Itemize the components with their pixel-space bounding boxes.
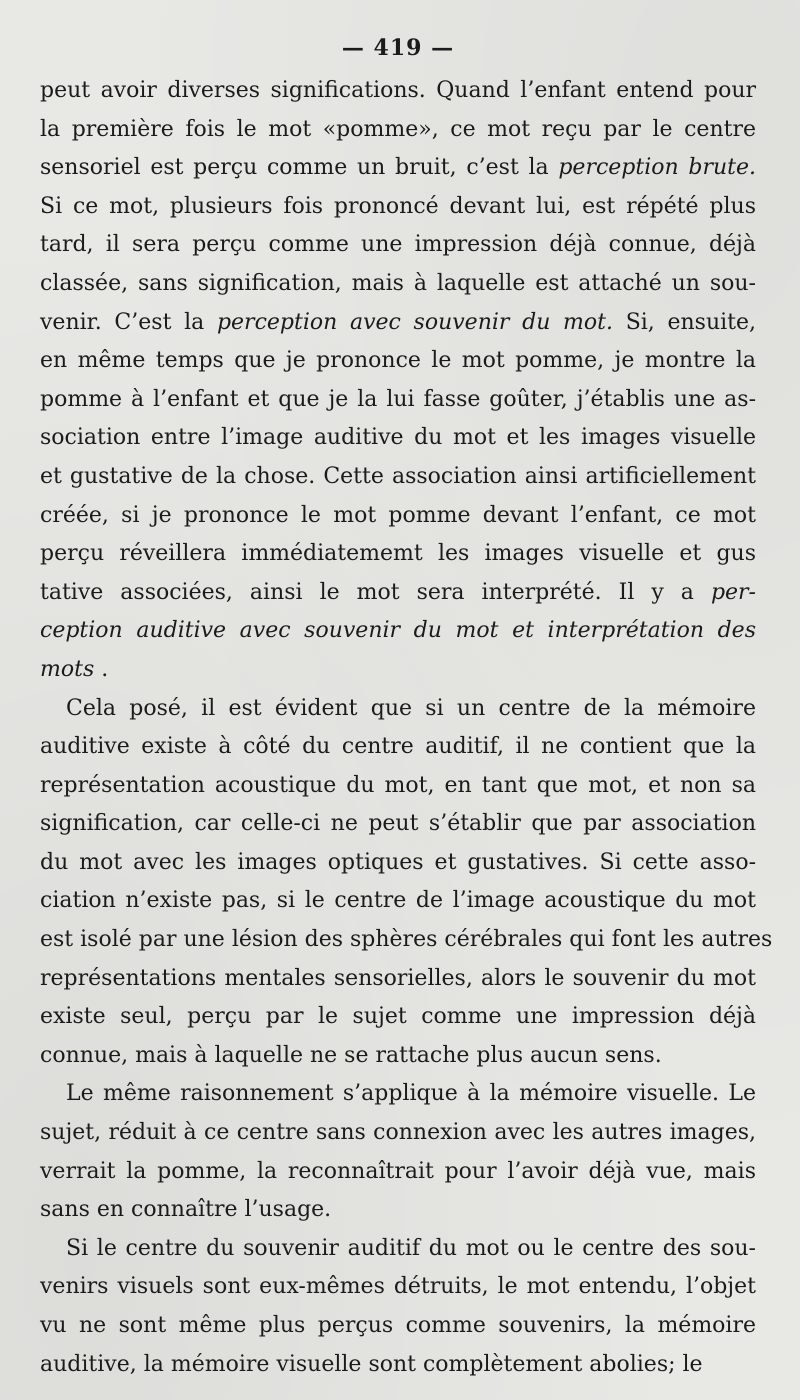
text-line xyxy=(40,612,756,651)
text-segment: Le même raisonnement s’applique à la mémoire visuelle. Le xyxy=(66,1081,756,1107)
text-line xyxy=(40,381,756,420)
text-line xyxy=(40,188,756,227)
text-segment: peut avoir diverses significations. Quand l’enfant entend pour xyxy=(40,78,756,103)
text-line xyxy=(40,651,756,690)
text-line xyxy=(40,458,756,497)
text-line xyxy=(40,574,756,613)
text-segment: ciation n’existe pas, si le centre de l’image acoustique du mot xyxy=(40,888,756,914)
text-segment: en même temps que je prononce le mot pomme, je montre la xyxy=(40,348,756,374)
text-line xyxy=(40,960,756,999)
text-segment: est isolé par une lésion des sphères cérébrales qui font les autres xyxy=(40,927,773,953)
text-segment: vu ne sont même plus perçus comme souvenirs, la mémoire xyxy=(40,1313,756,1338)
paragraph-4 xyxy=(40,1230,756,1384)
text-segment: existe seul, perçu par le sujet comme une impression déjà xyxy=(40,1004,756,1030)
page-number: — 419 — xyxy=(341,35,455,61)
text-segment: sans en connaître l’usage. xyxy=(40,1197,332,1223)
text-segment: perçu réveillera immédiatememt les images visuelle et gus xyxy=(40,541,756,567)
text-line xyxy=(40,1153,756,1192)
text-segment: verrait la pomme, la reconnaîtrait pour l’avoir déjà vue, mais xyxy=(40,1158,756,1184)
italic-text-segment: perception brute. xyxy=(558,155,756,181)
text-line xyxy=(40,1114,756,1153)
text-segment: classée, sans signification, mais à laquelle est attaché un sou- xyxy=(40,270,756,296)
text-line xyxy=(40,1268,756,1307)
text-line xyxy=(40,304,756,343)
text-segment: auditive existe à côté du centre auditif, il ne contient que la xyxy=(40,734,756,760)
text-segment: représentations mentales sensorielles, alors le souvenir du mot xyxy=(40,965,756,991)
text-line xyxy=(40,265,756,304)
text-segment: Cela posé, il est évident que si un centre de la mémoire xyxy=(66,695,756,721)
text-segment: venirs visuels sont eux-mêmes détruits, le mot entendu, l’objet xyxy=(40,1274,756,1300)
text-line xyxy=(40,1307,756,1346)
text-line xyxy=(40,1230,756,1269)
text-line xyxy=(40,728,756,767)
text-line xyxy=(40,844,756,883)
text-segment: pomme à l’enfant et que je la lui fasse goûter, j’établis une as- xyxy=(40,386,756,412)
text-line xyxy=(40,535,756,574)
text-line xyxy=(40,1191,756,1230)
text-line xyxy=(40,921,773,960)
text-line xyxy=(40,226,756,265)
text-line xyxy=(40,1075,756,1114)
text-line xyxy=(40,805,756,844)
text-body xyxy=(40,72,773,1384)
text-line xyxy=(40,690,756,729)
text-segment: Si le centre du souvenir auditif du mot ou le centre des sou- xyxy=(66,1235,756,1261)
italic-text-segment: per- xyxy=(710,579,756,605)
text-segment: la première fois le mot «pomme», ce mot reçu par le centre xyxy=(40,116,756,142)
text-segment: créée, si je prononce le mot pomme devant l’enfant, ce mot xyxy=(40,502,756,528)
text-line xyxy=(40,1346,756,1385)
text-line xyxy=(40,882,756,921)
text-segment: tative associées, ainsi le mot sera interprété. Il y a xyxy=(40,579,711,605)
text-segment: sociation entre l’image auditive du mot et les images visuelle xyxy=(40,425,756,451)
text-segment: sensoriel est perçu comme un bruit, c’est la xyxy=(40,155,559,181)
text-segment: Si, ensuite, xyxy=(613,309,757,335)
text-line xyxy=(40,342,756,381)
text-segment: et gustative de la chose. Cette association ainsi artificiellement xyxy=(40,463,756,489)
text-segment: du mot avec les images optiques et gustatives. Si cette asso- xyxy=(40,849,756,875)
text-segment: Si ce mot, plusieurs fois prononcé devant lui, est répété plus xyxy=(40,193,756,219)
text-line xyxy=(40,497,756,536)
text-segment: signification, car celle-ci ne peut s’établir que par association xyxy=(40,811,756,837)
text-line xyxy=(40,149,756,188)
text-segment: connue, mais à laquelle ne se rattache plus aucun sens. xyxy=(40,1042,662,1068)
text-segment: tard, il sera perçu comme une impression déjà connue, déjà xyxy=(40,232,756,258)
text-line xyxy=(40,998,756,1037)
text-line xyxy=(40,419,756,458)
text-line xyxy=(40,767,756,806)
text-line xyxy=(40,72,756,111)
text-segment: représentation acoustique du mot, en tant que mot, et non sa xyxy=(40,772,756,798)
text-line xyxy=(40,1037,756,1076)
text-segment: . xyxy=(94,656,109,682)
paragraph-1 xyxy=(40,72,756,690)
text-segment: sujet, réduit à ce centre sans connexion avec les autres images, xyxy=(40,1120,756,1146)
italic-text-segment: ception auditive avec souvenir du mot et interprétation des xyxy=(40,618,756,644)
text-segment: auditive, la mémoire visuelle sont complètement abolies; le xyxy=(40,1351,703,1377)
italic-text-segment: mots xyxy=(40,656,95,682)
text-line xyxy=(40,111,756,150)
paragraph-2 xyxy=(40,690,773,1076)
text-segment: venir. C’est la xyxy=(40,309,217,335)
italic-text-segment: perception avec souvenir du mot. xyxy=(216,309,613,335)
paragraph-3 xyxy=(40,1075,756,1229)
